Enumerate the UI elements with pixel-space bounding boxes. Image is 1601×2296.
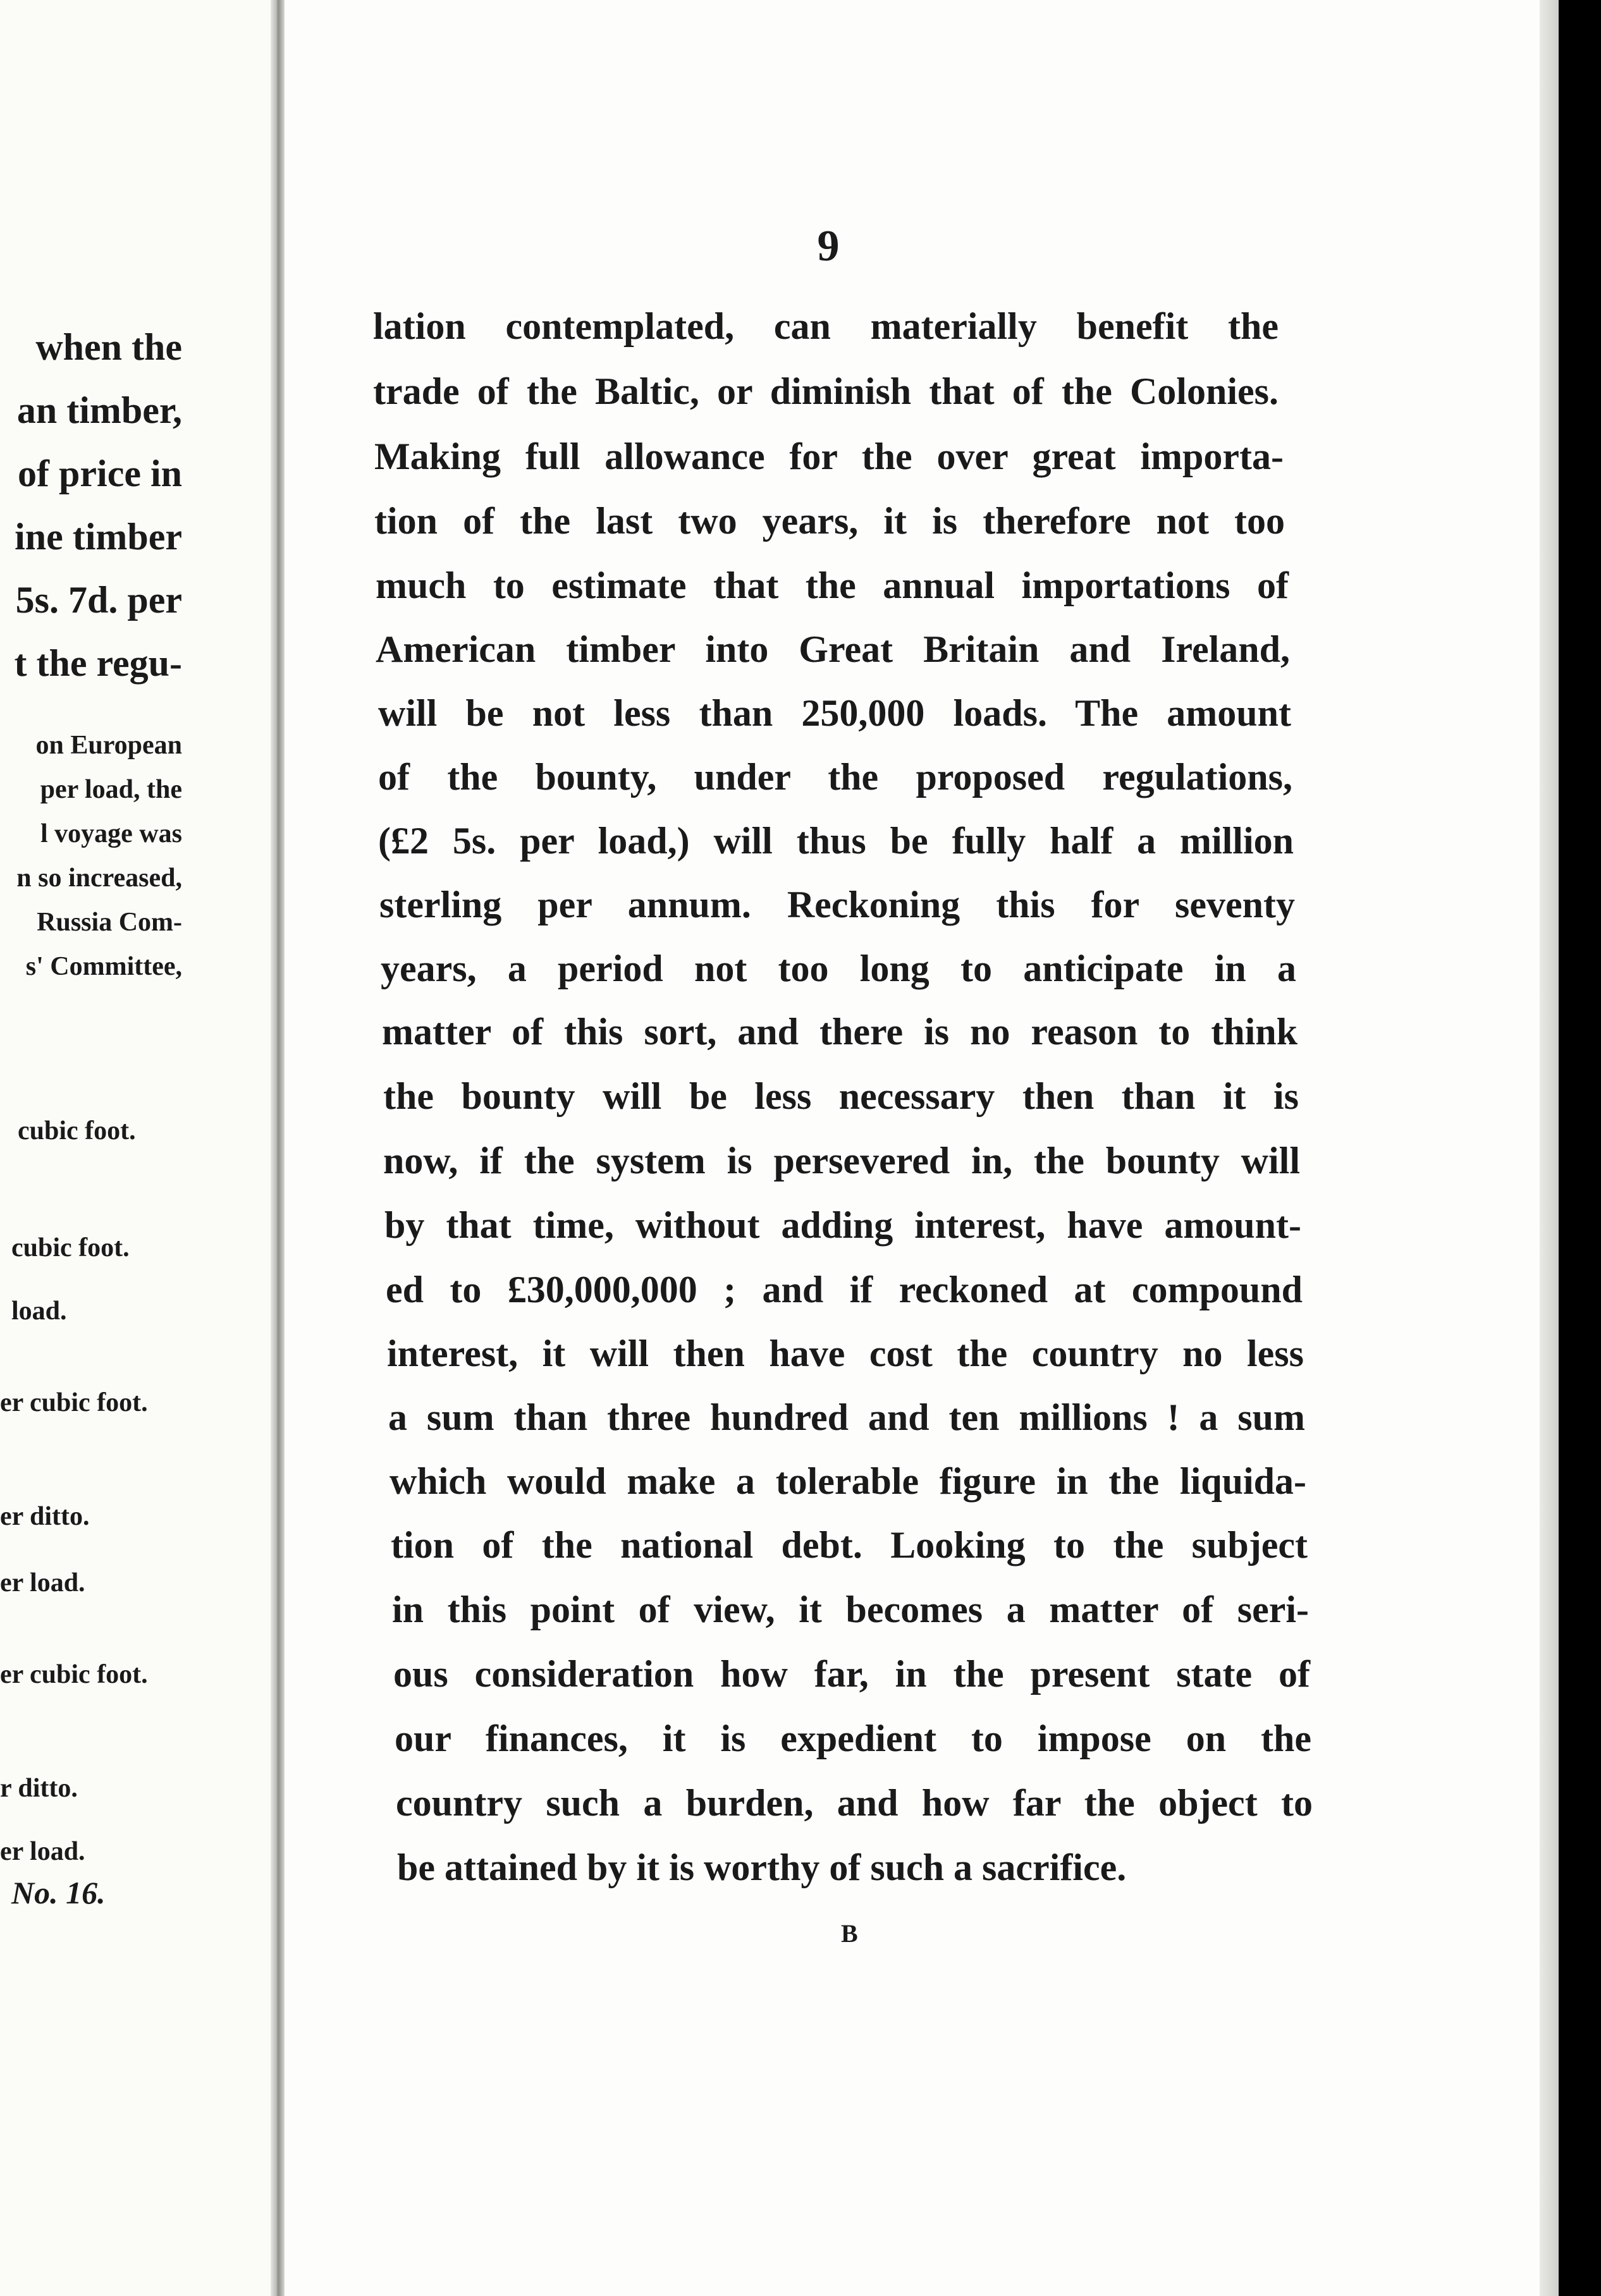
text-line: ed to £30,000,000 ; and if reckoned at compound [386, 1269, 1303, 1310]
left-footnote-line: Russia Com- [37, 908, 182, 937]
left-table-cell: er load. [0, 1837, 85, 1866]
left-table-cell: er ditto. [0, 1502, 90, 1531]
left-table-cell: load. [11, 1297, 67, 1326]
text-line: now, if the system is persevered in, the bounty will [383, 1140, 1300, 1182]
left-table-cell: cubic foot. [11, 1233, 130, 1262]
left-footnote-line: per load, the [40, 775, 182, 804]
left-table-cell: er cubic foot. [0, 1388, 148, 1417]
text-line: in this point of view, it becomes a matter of seri- [392, 1589, 1309, 1630]
signature-mark: B [841, 1919, 858, 1948]
left-table-cell: er load. [0, 1568, 85, 1597]
text-line: the bounty will be less necessary then than it is [383, 1075, 1299, 1117]
left-fragment-line: of price in [18, 453, 182, 494]
text-line: years, a period not too long to anticipate in a [381, 948, 1296, 989]
left-table-cell: er cubic foot. [0, 1660, 148, 1689]
text-line: trade of the Baltic, or diminish that of the Colonies. [373, 370, 1279, 412]
text-line: ous consideration how far, in the present state of [393, 1653, 1310, 1695]
text-line: be attained by it is worthy of such a sacrifice. [397, 1847, 1127, 1888]
text-line: (£2 5s. per load,) will thus be fully half a million [378, 820, 1294, 862]
text-line: of the bounty, under the proposed regulations, [378, 756, 1292, 798]
left-fragment-line: ine timber [15, 516, 182, 558]
left-table-reference: No. 16. [11, 1875, 106, 1910]
page-edge [1540, 0, 1559, 2296]
text-line: American timber into Great Britain and Ireland, [376, 628, 1290, 670]
text-line: will be not less than 250,000 loads. The amount [378, 692, 1291, 734]
text-line: matter of this sort, and there is no reason to think [382, 1011, 1297, 1053]
text-line: by that time, without adding interest, have amount- [384, 1204, 1301, 1246]
text-line: country such a burden, and how far the object to [396, 1782, 1313, 1824]
page-number: 9 [817, 222, 840, 271]
text-line: much to estimate that the annual importations of [376, 565, 1289, 606]
text-line: Making full allowance for the over great importa- [374, 436, 1284, 477]
text-line: lation contemplated, can materially benefit the [373, 305, 1279, 347]
text-line: our finances, it is expedient to impose on the [395, 1718, 1311, 1759]
left-table-cell: cubic foot. [18, 1116, 136, 1145]
text-line: sterling per annum. Reckoning this for seventy [379, 884, 1295, 925]
text-line: a sum than three hundred and ten millions ! a sum [388, 1396, 1305, 1438]
left-footnote-line: n so increased, [16, 864, 182, 893]
left-footnote-line: s' Committee, [25, 952, 182, 981]
left-page-fragment [0, 0, 272, 2296]
left-fragment-line: when the [35, 326, 182, 368]
text-line: interest, it will then have cost the country no less [387, 1333, 1304, 1374]
left-footnote-line: l voyage was [40, 819, 182, 848]
left-fragment-line: 5s. 7d. per [15, 579, 182, 621]
left-fragment-line: t the regu- [14, 642, 182, 684]
book-gutter [271, 0, 285, 2296]
text-line: which would make a tolerable figure in the liquida- [390, 1460, 1306, 1502]
text-line: tion of the national debt. Looking to the subject [391, 1524, 1308, 1566]
left-footnote-line: on European [35, 731, 182, 760]
left-table-cell: r ditto. [0, 1774, 78, 1803]
left-fragment-line: an timber, [16, 389, 182, 431]
text-line: tion of the last two years, it is therefore not too [374, 500, 1285, 542]
